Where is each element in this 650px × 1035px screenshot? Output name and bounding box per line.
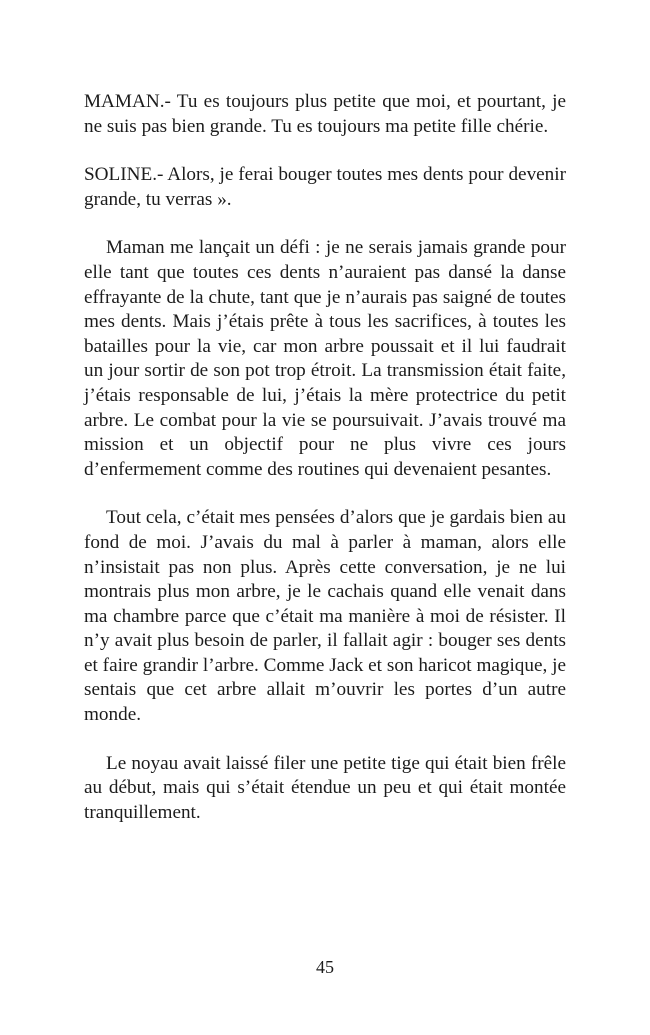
page-number: 45 xyxy=(316,957,334,977)
narrative-paragraph-1: Maman me lançait un défi : je ne serais jamais grande pour elle tant que toutes ces dents n’auraient pas dansé la danse effrayante de la chute, tant que je n’aurais pas saigné de toutes mes dents. Mais j’étais prête à tous les sacrifices, à toutes les batailles pour la vie, car mon arbre poussait et il lui faudrait un jour sortir de son pot trop étroit. La transmission était faite, j’étais responsable de lui, j’étais la mère protectrice du petit arbre. Le combat pour la vie se poursuivait. J’avais trouvé ma mission et un objectif pour ne plus vivre ces jours d’enfermement comme des routines qui devenaient pesantes. xyxy=(84,237,566,480)
dialogue-paragraph-soline: SOLINE.- Alors, je ferai bouger toutes mes dents pour devenir grande, tu verras ». xyxy=(84,164,566,210)
narrative-paragraph-3: Le noyau avait laissé filer une petite tige qui était bien frêle au début, mais qui s’était étendue un peu et qui était montée tranquillement. xyxy=(84,752,566,823)
page-body xyxy=(84,90,566,849)
dialogue-paragraph-maman: MAMAN.- Tu es toujours plus petite que moi, et pourtant, je ne suis pas bien grande. Tu es toujours ma petite fille chérie. xyxy=(84,91,566,137)
narrative-paragraph-2: Tout cela, c’était mes pensées d’alors que je gardais bien au fond de moi. J’avais du mal à parler à maman, alors elle n’insistait pas non plus. Après cette conversation, je ne lui montrais plus mon arbre, je le cachais quand elle venait dans ma chambre parce que c’était ma manière à moi de résister. Il n’y avait plus besoin de parler, il fallait agir : bouger ses dents et faire grandir l’arbre. Comme Jack et son haricot magique, je sentais que cet arbre allait m’ouvrir les portes d’un autre monde. xyxy=(84,507,566,726)
